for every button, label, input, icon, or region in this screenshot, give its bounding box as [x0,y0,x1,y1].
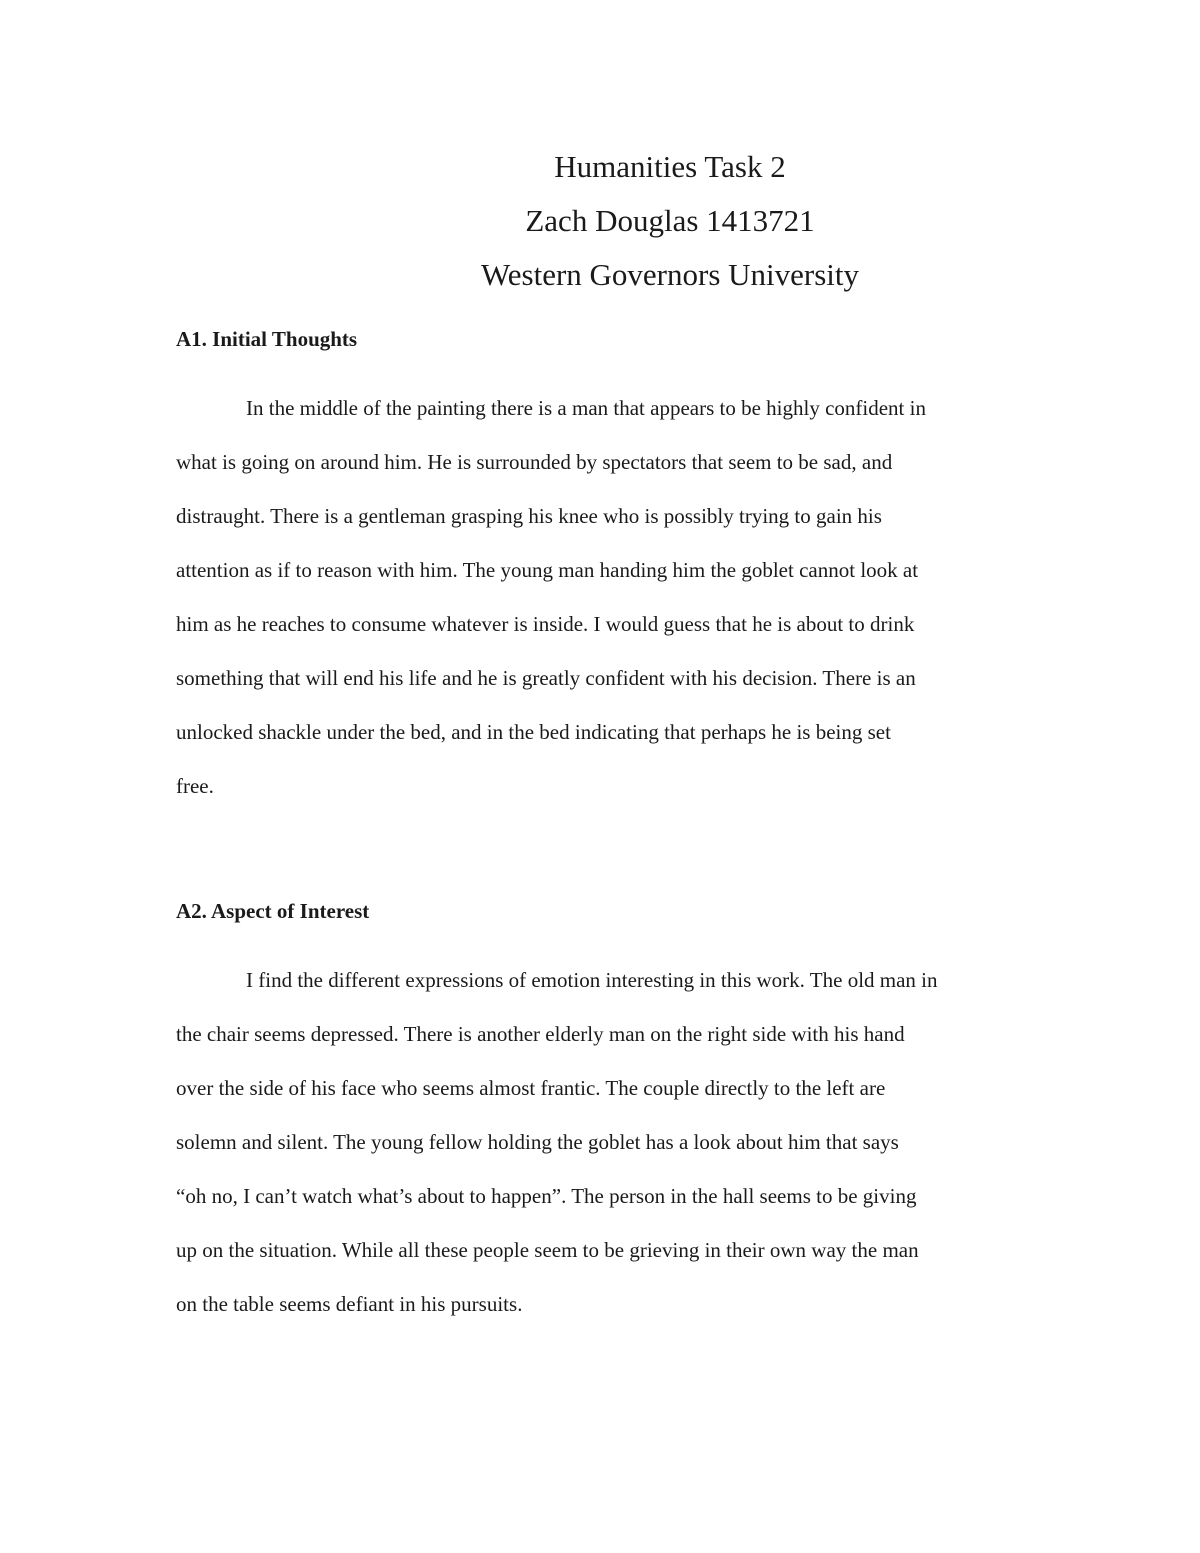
title-block [0,140,1200,302]
paragraph-line: distraught. There is a gentleman grasping his knee who is possibly trying to gain his [176,504,882,528]
paragraph-line: on the table seems defiant in his pursuits. [176,1292,523,1316]
paragraph-line: over the side of his face who seems almost frantic. The couple directly to the left are [176,1076,886,1100]
paragraph-aspect-of-interest [176,953,1036,1331]
document-title: Humanities Task 2 [554,149,786,184]
paragraph-line: the chair seems depressed. There is another elderly man on the right side with his hand [176,1022,905,1046]
paragraph-line: I find the different expressions of emotion interesting in this work. The old man in [246,968,938,992]
section-heading-a2: A2. Aspect of Interest [176,899,370,923]
paragraph-initial-thoughts [176,381,1036,813]
paragraph-line: attention as if to reason with him. The young man handing him the goblet cannot look at [176,558,919,582]
paragraph-line: what is going on around him. He is surrounded by spectators that seem to be sad, and [176,450,893,474]
paragraph-line: unlocked shackle under the bed, and in the bed indicating that perhaps he is being set [176,720,891,744]
institution-line: Western Governors University [480,257,860,292]
paragraph-line: In the middle of the painting there is a man that appears to be highly confident in [246,396,926,420]
paragraph-line: free. [176,774,214,798]
section-heading-a1: A1. Initial Thoughts [176,327,358,351]
author-line: Zach Douglas 1413721 [525,203,815,238]
paragraph-line: something that will end his life and he is greatly confident with his decision. There is an [176,666,916,690]
paragraph-line: up on the situation. While all these people seem to be grieving in their own way the man [176,1238,919,1262]
paragraph-line: him as he reaches to consume whatever is inside. I would guess that he is about to drink [176,612,915,636]
paragraph-line: solemn and silent. The young fellow holding the goblet has a look about him that says [176,1130,899,1154]
paragraph-line: “oh no, I can’t watch what’s about to happen”. The person in the hall seems to be giving [176,1184,917,1208]
